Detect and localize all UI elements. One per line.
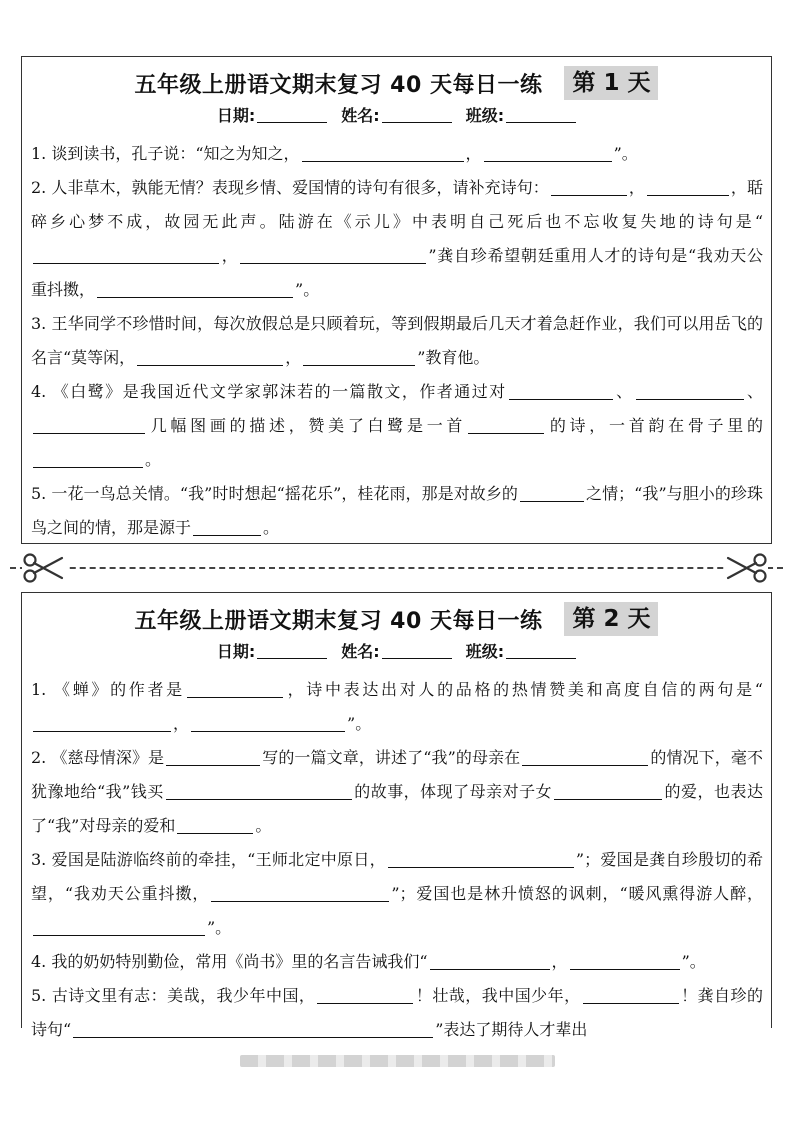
answer-blank[interactable] [166,749,260,766]
answer-blank[interactable] [388,851,574,868]
answer-blank[interactable] [484,145,612,162]
class-label: 班级: [465,642,505,661]
answer-blank[interactable] [211,885,389,902]
answer-blank[interactable] [303,349,415,366]
day1-badge: 第 1 天 [564,66,658,100]
scissors-icon [22,552,66,584]
q-text: ”表达了期待人才辈出 [435,1020,588,1039]
day2-class-field[interactable] [466,639,576,662]
q-text: ， [465,144,482,163]
q-text: ”教育他。 [417,348,490,367]
day1-question-3 [31,307,763,375]
q-text: ！ [680,986,698,1005]
answer-blank[interactable] [137,349,283,366]
q-text: 4. 我的奶奶特别勤俭，常用《尚书》里的名言告诫我们“ [31,952,428,971]
answer-blank[interactable] [97,281,293,298]
answer-blank[interactable] [570,953,680,970]
page-footer-blur [240,1055,555,1067]
q-text: ， [285,348,302,367]
day2-info-row [22,639,771,662]
q-text: ”。 [295,280,320,299]
q-text: ， [628,178,645,197]
day1-name-field[interactable] [341,103,451,126]
answer-blank[interactable] [240,247,426,264]
day2-question-1 [31,673,763,741]
q-text: 几幅图画的描述，赞美了白鹭是一首 [147,416,467,435]
q-text: ， [173,714,190,733]
day2-name-field[interactable] [341,639,451,662]
cut-line [0,548,793,588]
answer-blank[interactable] [33,451,143,468]
dashed-divider [10,567,783,569]
name-blank[interactable] [382,642,452,659]
q-text: 、 [745,382,763,401]
day1-question-2 [31,171,763,307]
q-text: 5. 一花一鸟总关情。“我”时时想起“摇花乐”，桂花雨，那是对故乡的 [31,484,518,503]
day2-question-4 [31,945,763,979]
q-text: 的爱，也表达了“我”对母亲的爱和 [31,782,763,835]
answer-blank[interactable] [522,749,648,766]
answer-blank[interactable] [468,417,544,434]
answer-blank[interactable] [583,987,679,1004]
q-text: 之情；“我”与胆小的珍珠鸟之间的情，那是源于 [31,484,763,537]
q-text: 龚自珍的诗句“ [31,986,763,1039]
answer-blank[interactable] [430,953,550,970]
answer-blank[interactable] [302,145,464,162]
answer-blank[interactable] [509,383,613,400]
q-text: 4. 《白鹭》是我国近代文学家郭沫若的一篇散文，作者通过对 [31,382,507,401]
answer-blank[interactable] [177,817,253,834]
answer-blank[interactable] [193,519,261,536]
day2-question-2 [31,741,763,843]
answer-blank[interactable] [73,1021,433,1038]
day1-info-row [22,103,771,126]
q-text: ”。 [207,918,232,937]
date-blank[interactable] [257,642,327,659]
answer-blank[interactable] [33,715,171,732]
answer-blank[interactable] [554,783,662,800]
day1-class-field[interactable] [466,103,576,126]
day1-questions [31,137,763,545]
q-text: 2. 《慈母情深》是 [31,748,165,767]
answer-blank[interactable] [647,179,729,196]
day2-title: 五年级上册语文期末复习 40 天每日一练 [134,608,543,634]
q-text: ， [221,246,239,265]
class-label: 班级: [465,106,505,125]
q-text: 3. 爱国是陆游临终前的牵挂，“王师北定中原日， [31,850,386,869]
q-text: ”。 [681,952,706,971]
day1-question-5 [31,477,763,545]
name-label: 姓名: [341,106,380,125]
answer-blank[interactable] [317,987,413,1004]
day1-card [21,56,772,544]
day2-card [21,592,772,1039]
q-text: 3. 王华同学不珍惜时间，每次放假总是只顾着玩，等到假期最后几天才着急赶作业，我们可以用岳飞的名言“莫等闲， [31,314,763,367]
q-text: ，诗中表达出对人的品格的热情赞美和高度自信的两句是“ [284,680,763,699]
q-text: ”。 [347,714,372,733]
q-text: 的诗，一首韵在骨子里的 [546,416,763,435]
q-text: 。 [255,816,272,835]
answer-blank[interactable] [33,919,205,936]
day1-title: 五年级上册语文期末复习 40 天每日一练 [134,72,543,98]
q-text: ， [551,952,568,971]
name-label: 姓名: [341,642,380,661]
answer-blank[interactable] [33,247,219,264]
q-text: 的情况下，毫不犹豫地给“我”钱买 [31,748,763,801]
q-text: 2. 人非草木，孰能无情？表现乡情、爱国情的诗句有很多，请补充诗句： [31,178,549,197]
class-blank[interactable] [506,106,576,123]
date-blank[interactable] [257,106,327,123]
q-text: 1. 《蝉》的作者是 [31,680,185,699]
q-text: 、 [614,382,634,401]
day1-date-field[interactable] [217,103,327,126]
q-text: ”；爱国也是林升愤怒的讽刺，“暖风熏得游人醉， [391,884,763,903]
q-text: 的故事，体现了母亲对子女 [353,782,553,801]
q-text: 5. 古诗文里有志：美哉，我少年中国， [31,986,316,1005]
day1-header [22,65,771,101]
class-blank[interactable] [506,642,576,659]
day2-questions [31,673,763,1047]
q-text: 。 [263,518,280,537]
answer-blank[interactable] [33,417,145,434]
q-text: 1. 谈到读书，孔子说：“知之为知之， [31,144,300,163]
answer-blank[interactable] [166,783,352,800]
answer-blank[interactable] [520,485,584,502]
day2-badge: 第 2 天 [564,602,658,636]
day1-question-1 [31,137,763,171]
q-text: ！壮哉，我中国少年， [415,986,581,1005]
answer-blank[interactable] [191,715,345,732]
name-blank[interactable] [382,106,452,123]
day2-date-field[interactable] [217,639,327,662]
day2-question-5 [31,979,763,1047]
date-label: 日期: [216,106,256,125]
day2-header [22,601,771,637]
q-text: ”。 [613,144,638,163]
q-text: 。 [145,450,162,469]
q-text: ，聒碎乡心梦不成，故园无此声。陆游在《示儿》中表明自己死后也不忘收复失地的诗句是“ [31,178,763,231]
answer-blank[interactable] [187,681,283,698]
day2-question-3 [31,843,763,945]
date-label: 日期: [216,642,256,661]
q-text: ”；爱国是龚自珍殷切的希望，“我劝天公重抖擞， [31,850,763,903]
day1-question-4 [31,375,763,477]
answer-blank[interactable] [551,179,627,196]
answer-blank[interactable] [636,383,744,400]
scissors-icon [724,552,768,584]
q-text: ”龚自珍希望朝廷重用人才的诗句是“我劝天公重抖擞， [31,246,763,299]
q-text: 写的一篇文章，讲述了“我”的母亲在 [262,748,521,767]
